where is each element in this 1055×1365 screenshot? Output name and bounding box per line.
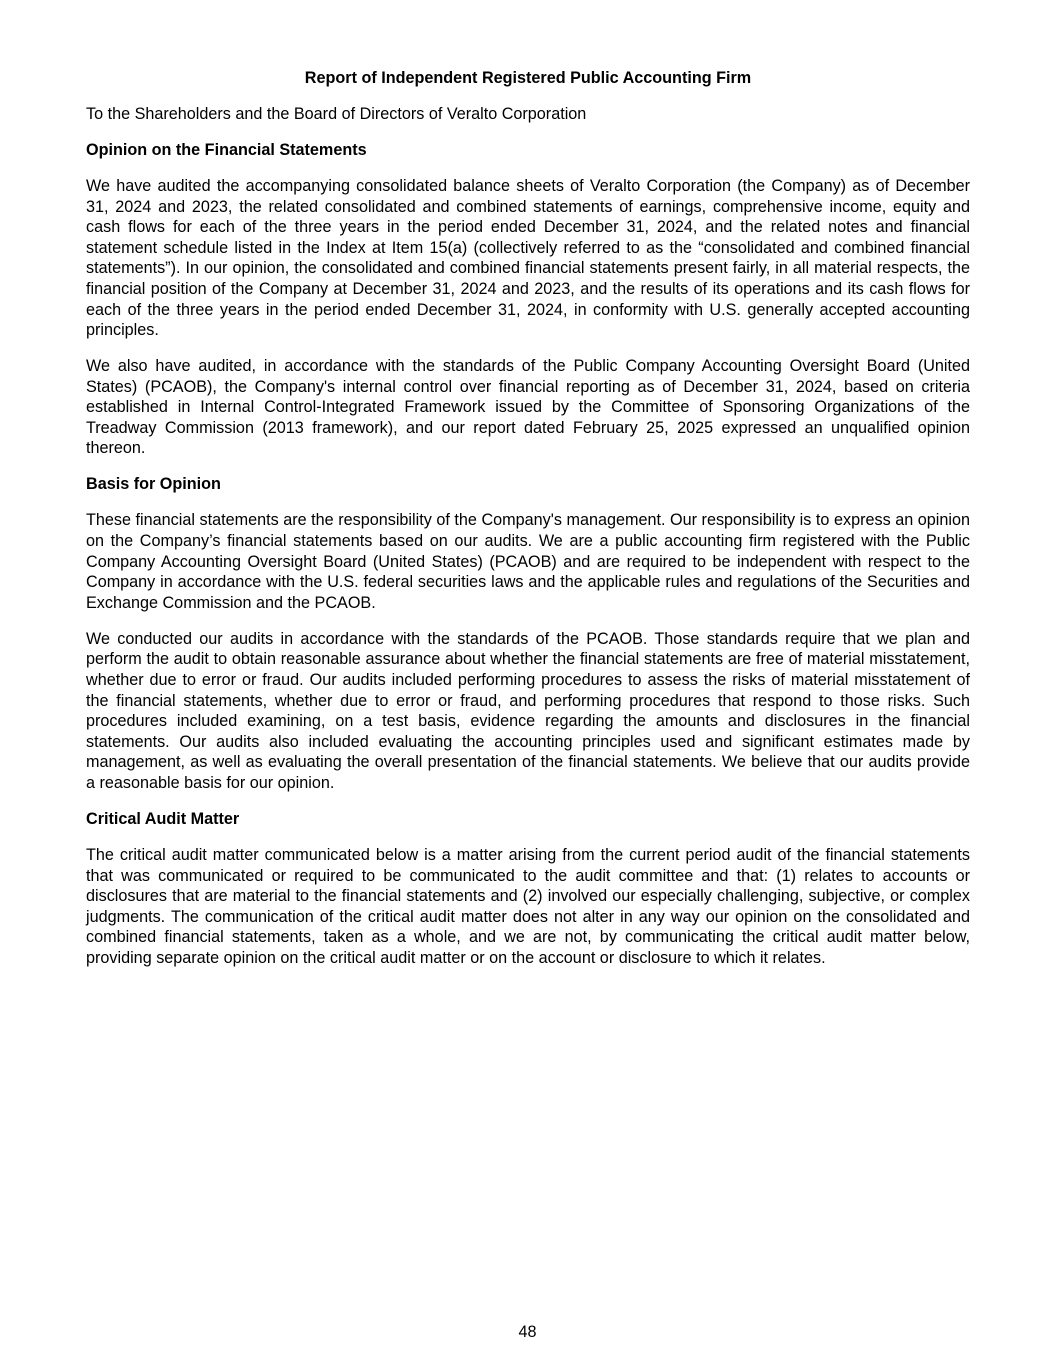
- section-heading-basis: Basis for Opinion: [86, 475, 221, 494]
- section-heading-opinion: Opinion on the Financial Statements: [86, 140, 367, 159]
- page-number: 48: [518, 1323, 537, 1341]
- paragraph-critical-audit-matter-1: The critical audit matter communicated below is a matter arising from the current period audit of the financial statements that was communicated or required to be communicated to the audit committee and that: (1) relates to accounts or disclosures that are material to the financial statements and (2) involved our especially challenging, subjective, or complex judgments. The communication of the critical audit matter does not alter in any way our opinion on the consolidated and combined financial statements, taken as a whole, and we are not, by communicating the critical audit matter below, providing separate opinion on the critical audit matter or on the account or disclosure to which it relates.: [86, 845, 970, 967]
- document-page: [86, 68, 970, 984]
- paragraph-basis-1: These financial statements are the responsibility of the Company's management. Our responsibility is to express an opinion on the Company’s financial statements based on our audits. We are a public accounting firm registered with the Public Company Accounting Oversight Board (United States) (PCAOB) and are required to be independent with respect to the Company in accordance with the U.S. federal securities laws and the applicable rules and regulations of the Securities and Exchange Commission and the PCAOB.: [86, 511, 970, 612]
- salutation: To the Shareholders and the Board of Directors of Veralto Corporation: [86, 104, 587, 123]
- section-heading-critical-audit-matter: Critical Audit Matter: [86, 809, 240, 828]
- paragraph-opinion-2: We also have audited, in accordance with the standards of the Public Company Accounting Oversight Board (United States) (PCAOB), the Company's internal control over financial reporting as of December 31, 2024, based on criteria established in Internal Control-Integrated Framework issued by the Committee of Sponsoring Organizations of the Treadway Commission (2013 framework), and our report dated February 25, 2025 expressed an unqualified opinion thereon.: [86, 357, 970, 458]
- paragraph-opinion-1: We have audited the accompanying consolidated balance sheets of Veralto Corporation (the Company) as of December 31, 2024 and 2023, the related consolidated and combined statements of earnings, comprehensive income, equity and cash flows for each of the three years in the period ended December 31, 2024, and the related notes and financial statement schedule listed in the Index at Item 15(a) (collectively referred to as the “consolidated and combined financial statements”). In our opinion, the consolidated and combined financial statements present fairly, in all material respects, the financial position of the Company at December 31, 2024 and 2023, and the results of its operations and its cash flows for each of the three years in the period ended December 31, 2024, in conformity with U.S. generally accepted accounting principles.: [86, 176, 970, 340]
- paragraph-basis-2: We conducted our audits in accordance with the standards of the PCAOB. Those standards require that we plan and perform the audit to obtain reasonable assurance about whether the financial statements are free of material misstatement, whether due to error or fraud. Our audits included performing procedures to assess the risks of material misstatement of the financial statements, whether due to error or fraud, and performing procedures that respond to those risks. Such procedures included examining, on a test basis, evidence regarding the amounts and disclosures in the financial statements. Our audits also included evaluating the accounting principles used and significant estimates made by management, as well as evaluating the overall presentation of the financial statements. We believe that our audits provide a reasonable basis for our opinion.: [86, 629, 970, 792]
- report-title: Report of Independent Registered Public Accounting Firm: [304, 69, 752, 87]
